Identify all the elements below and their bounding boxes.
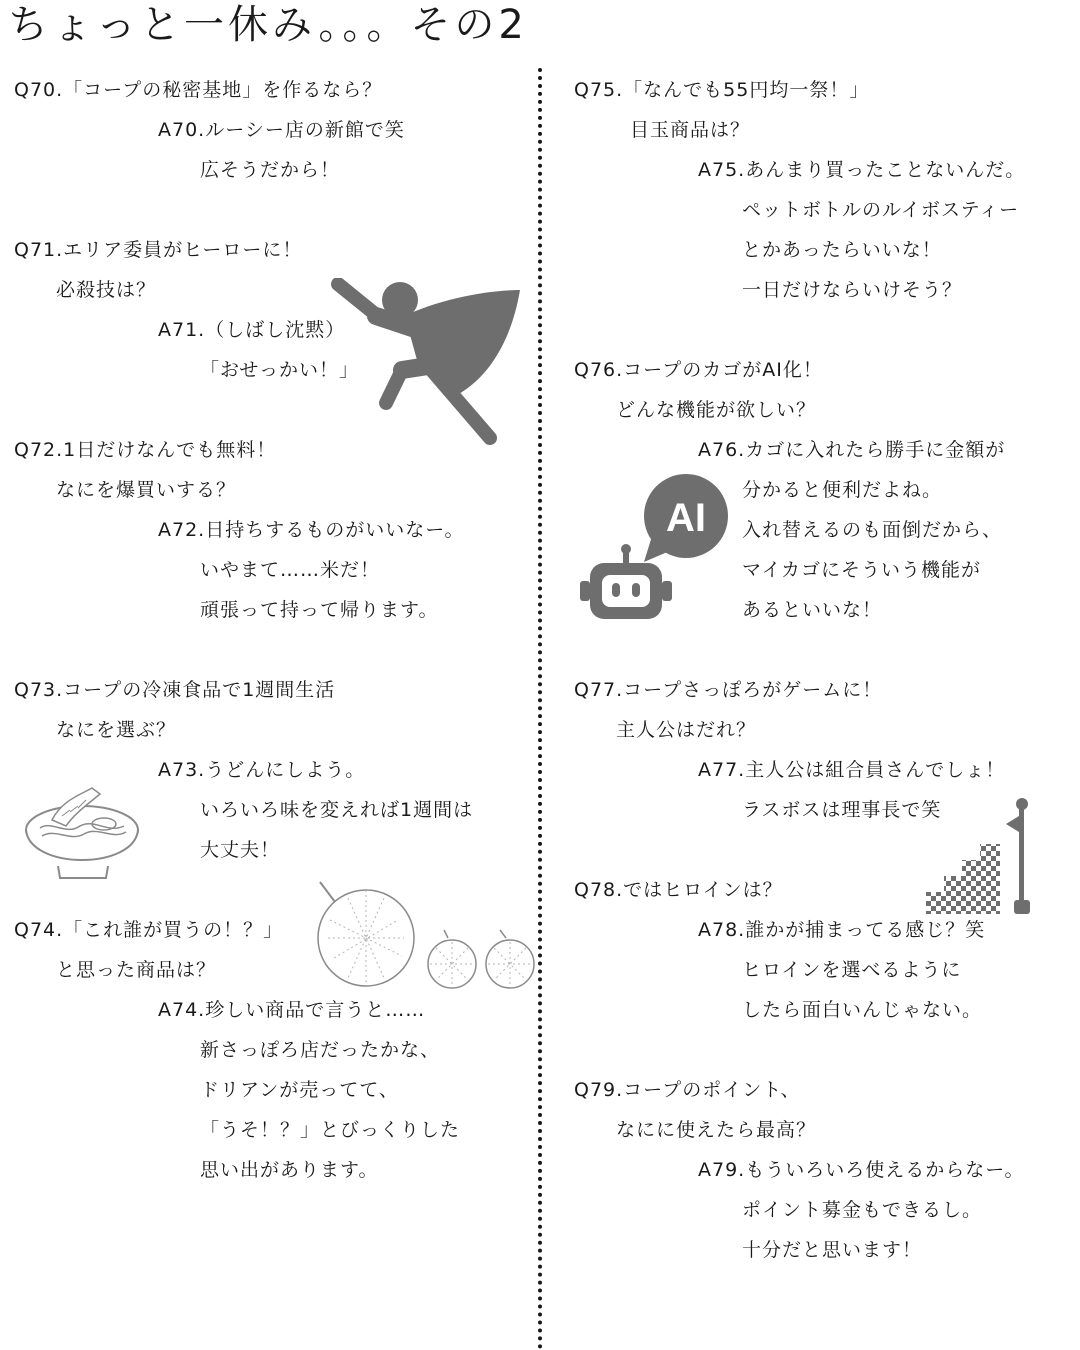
q76-question: どんな機能が欲しい？ [616,399,817,421]
q75-answer: 一日だけならいけそう？ [742,279,963,301]
q79-answer: A79.もういろいろ使えるからなー。 [698,1159,1025,1181]
ai-bubble-text: AI [666,496,706,540]
durian-icon [314,880,536,990]
q70-question: Q70.「コープの秘密基地」を作るなら？ [14,79,383,101]
q72-question: なにを爆買いする？ [56,479,237,501]
q71-question: 必殺技は？ [56,279,157,301]
q76-answer: 分かると便利だよね。 [742,479,943,501]
q72-answer: A72.日持ちするものがいいなー。 [158,519,465,541]
q72-answer: いやまて……米だ！ [200,559,381,581]
q77-answer: A77.主人公は組合員さんでしょ！ [698,759,1006,781]
q74-question: Q74.「これ誰が買うの！？」 [14,919,284,941]
q76-answer: A76.カゴに入れたら勝手に金額が [698,439,1006,461]
robot-icon [578,543,674,623]
q73-question: Q73.コープの冷凍食品で1週間生活 [14,679,336,701]
q79-question: なにに使えたら最高？ [616,1119,817,1141]
q75-answer: A75.あんまり買ったことないんだ。 [698,159,1026,181]
q79-question: Q79.コープのポイント、 [574,1079,801,1101]
page-title: ちょっと一休み。。。その2 [8,2,528,48]
q79-answer: ポイント募金もできるし。 [742,1199,983,1221]
q74-answer: 新さっぽろ店だったかな、 [200,1039,441,1061]
q74-question: と思った商品は？ [56,959,217,981]
q72-question: Q72.1日だけなんでも無料！ [14,439,277,461]
column-divider [538,68,542,1350]
superhero-icon [330,278,525,448]
q79-answer: 十分だと思います！ [742,1239,923,1261]
q76-question: Q76.コープのカゴがAI化！ [574,359,823,381]
q71-question: Q71.エリア委員がヒーローに！ [14,239,303,261]
q74-answer: ドリアンが売ってて、 [200,1079,399,1101]
stairs-flag-icon [926,796,1032,916]
q74-answer: 思い出があります。 [200,1159,379,1181]
q73-answer: いろいろ味を変えれば1週間は [200,799,474,821]
q76-answer: マイカゴにそういう機能が [742,559,982,581]
q77-answer: ラスボスは理事長で笑 [742,799,942,821]
q78-question: Q78.ではヒロインは？ [574,879,783,901]
q75-answer: ペットボトルのルイボスティー [742,199,1020,221]
q75-question: 目玉商品は？ [630,119,751,141]
q74-answer: 「うそ！？」とびっくりした [200,1119,461,1141]
q77-question: Q77.コープさっぽろがゲームに！ [574,679,883,701]
q73-answer: A73.うどんにしよう。 [158,759,366,781]
q70-answer: A70.ルーシー店の新館で笑 [158,119,405,141]
q75-question: Q75.「なんでも55円均一祭！」 [574,79,870,101]
q73-answer: 大丈夫！ [200,839,281,861]
q77-question: 主人公はだれ？ [616,719,757,741]
q78-answer: したら面白いんじゃない。 [742,999,983,1021]
q75-answer: とかあったらいいな！ [742,239,942,261]
q78-answer: A78.誰かが捕まってる感じ？笑 [698,919,986,941]
q76-answer: 入れ替えるのも面倒だから、 [742,519,1003,541]
udon-bowl-icon [22,780,144,884]
q78-answer: ヒロインを選べるように [742,959,962,981]
q71-answer: 「おせっかい！」 [200,359,360,381]
q71-answer: A71.（しばし沈黙） [158,319,346,341]
q74-answer: A74.珍しい商品で言うと…… [158,999,426,1021]
q72-answer: 頑張って持って帰ります。 [200,599,439,621]
q70-answer: 広そうだから！ [200,159,341,181]
q73-question: なにを選ぶ？ [56,719,177,741]
q76-answer: あるといいな！ [742,599,883,621]
